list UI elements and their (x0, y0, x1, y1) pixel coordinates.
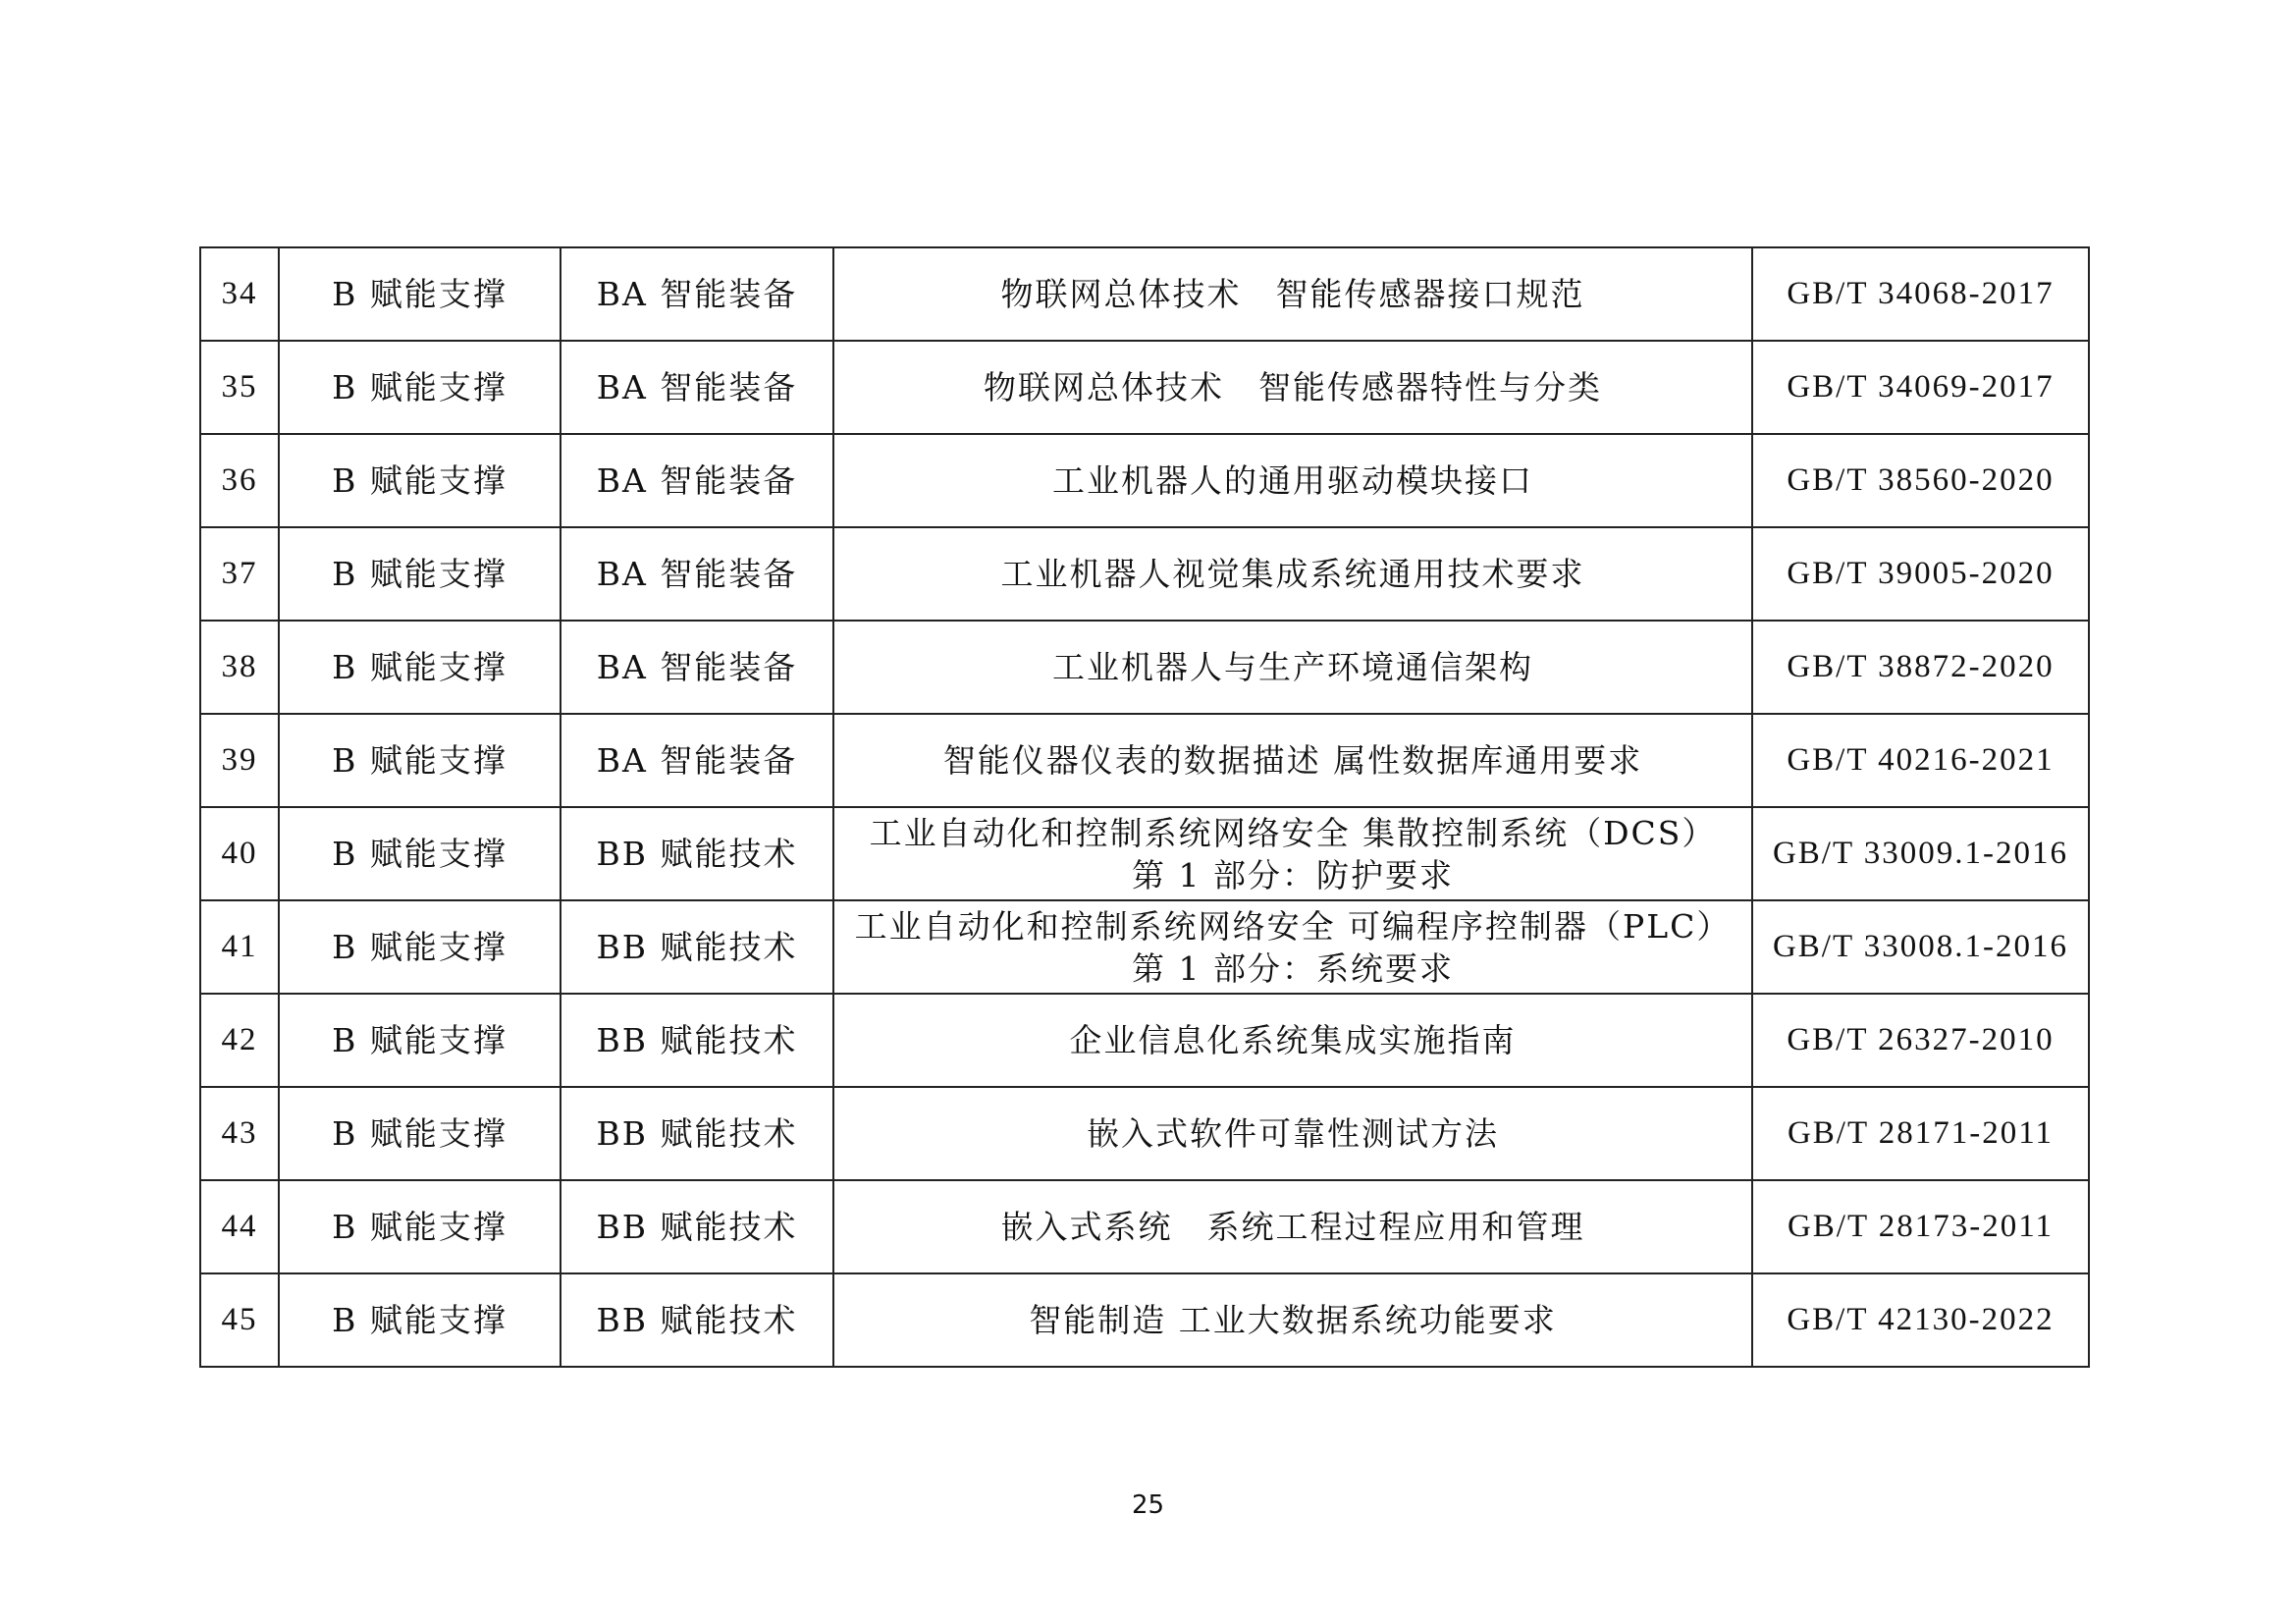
category-cell: B 赋能支撑 (279, 1087, 561, 1180)
standard-name-line: 第 1 部分：系统要求 (1132, 948, 1454, 988)
standard-name-cell (833, 341, 1752, 434)
standard-code-cell: GB/T 34069-2017 (1752, 341, 2089, 434)
standard-code-cell: GB/T 33008.1-2016 (1752, 900, 2089, 994)
standard-name-cell (833, 1087, 1752, 1180)
category-cell: B 赋能支撑 (279, 1180, 561, 1273)
row-number-cell: 45 (200, 1273, 279, 1367)
standard-name-cell (833, 1273, 1752, 1367)
table-row (200, 247, 2089, 341)
table-row (200, 1180, 2089, 1273)
row-number-cell: 35 (200, 341, 279, 434)
standard-code-cell: GB/T 39005-2020 (1752, 527, 2089, 621)
standard-name-cell (833, 994, 1752, 1087)
category-cell: B 赋能支撑 (279, 341, 561, 434)
category-cell: B 赋能支撑 (279, 994, 561, 1087)
category-cell: B 赋能支撑 (279, 807, 561, 900)
standard-name-cell (833, 900, 1752, 994)
subcategory-cell: BB 赋能技术 (561, 1273, 833, 1367)
table-row (200, 341, 2089, 434)
table-row (200, 900, 2089, 994)
standard-name-line: 嵌入式软件可靠性测试方法 (1087, 1114, 1499, 1153)
table-row (200, 434, 2089, 527)
standard-code-cell: GB/T 38872-2020 (1752, 621, 2089, 714)
standard-name-line: 企业信息化系统集成实施指南 (1069, 1021, 1517, 1059)
standard-name-cell (833, 714, 1752, 807)
standard-code-cell: GB/T 28173-2011 (1752, 1180, 2089, 1273)
standard-name-line: 物联网总体技术 智能传感器特性与分类 (984, 368, 1602, 406)
row-number-cell: 39 (200, 714, 279, 807)
standard-name-line: 物联网总体技术 智能传感器接口规范 (1000, 275, 1585, 313)
standard-code-cell: GB/T 33009.1-2016 (1752, 807, 2089, 900)
subcategory-cell: BB 赋能技术 (561, 807, 833, 900)
standard-name-line: 嵌入式系统 系统工程过程应用和管理 (1000, 1208, 1585, 1246)
standard-name-line: 工业机器人视觉集成系统通用技术要求 (1000, 555, 1585, 593)
standard-name-line: 工业自动化和控制系统网络安全 集散控制系统（DCS） (869, 813, 1717, 852)
category-cell: B 赋能支撑 (279, 247, 561, 341)
row-number-cell: 38 (200, 621, 279, 714)
row-number-cell: 44 (200, 1180, 279, 1273)
row-number-cell: 37 (200, 527, 279, 621)
subcategory-cell: BA 智能装备 (561, 714, 833, 807)
table-row (200, 527, 2089, 621)
category-cell: B 赋能支撑 (279, 714, 561, 807)
subcategory-cell: BA 智能装备 (561, 247, 833, 341)
page-number: 25 (1131, 1490, 1165, 1520)
row-number-cell: 43 (200, 1087, 279, 1180)
row-number-cell: 41 (200, 900, 279, 994)
standards-table-body (200, 247, 2089, 1367)
standard-name-line: 工业机器人的通用驱动模块接口 (1052, 461, 1533, 500)
subcategory-cell: BA 智能装备 (561, 527, 833, 621)
subcategory-cell: BB 赋能技术 (561, 900, 833, 994)
category-cell: B 赋能支撑 (279, 1273, 561, 1367)
standard-name-line: 工业机器人与生产环境通信架构 (1052, 648, 1533, 686)
standard-name-cell (833, 247, 1752, 341)
standard-name-cell (833, 527, 1752, 621)
standard-name-cell (833, 621, 1752, 714)
table-row (200, 994, 2089, 1087)
table-row (200, 714, 2089, 807)
standard-name-cell (833, 807, 1752, 900)
row-number-cell: 34 (200, 247, 279, 341)
subcategory-cell: BB 赋能技术 (561, 994, 833, 1087)
table-row (200, 1087, 2089, 1180)
row-number-cell: 42 (200, 994, 279, 1087)
standards-table (199, 246, 2090, 1368)
standard-code-cell: GB/T 42130-2022 (1752, 1273, 2089, 1367)
standard-name-line: 智能仪器仪表的数据描述 属性数据库通用要求 (942, 741, 1643, 780)
row-number-cell: 40 (200, 807, 279, 900)
standard-code-cell: GB/T 40216-2021 (1752, 714, 2089, 807)
subcategory-cell: BB 赋能技术 (561, 1087, 833, 1180)
standard-name-line: 智能制造 工业大数据系统功能要求 (1029, 1301, 1557, 1339)
standard-name-line: 工业自动化和控制系统网络安全 可编程序控制器（PLC） (854, 906, 1732, 946)
standard-name-cell (833, 1180, 1752, 1273)
standard-code-cell: GB/T 34068-2017 (1752, 247, 2089, 341)
subcategory-cell: BA 智能装备 (561, 621, 833, 714)
category-cell: B 赋能支撑 (279, 434, 561, 527)
standard-name-line: 第 1 部分：防护要求 (1132, 855, 1454, 894)
category-cell: B 赋能支撑 (279, 527, 561, 621)
category-cell: B 赋能支撑 (279, 621, 561, 714)
table-row (200, 807, 2089, 900)
standard-code-cell: GB/T 38560-2020 (1752, 434, 2089, 527)
subcategory-cell: BB 赋能技术 (561, 1180, 833, 1273)
standard-name-cell (833, 434, 1752, 527)
row-number-cell: 36 (200, 434, 279, 527)
table-row (200, 621, 2089, 714)
standard-code-cell: GB/T 28171-2011 (1752, 1087, 2089, 1180)
standard-code-cell: GB/T 26327-2010 (1752, 994, 2089, 1087)
subcategory-cell: BA 智能装备 (561, 341, 833, 434)
table-row (200, 1273, 2089, 1367)
subcategory-cell: BA 智能装备 (561, 434, 833, 527)
category-cell: B 赋能支撑 (279, 900, 561, 994)
